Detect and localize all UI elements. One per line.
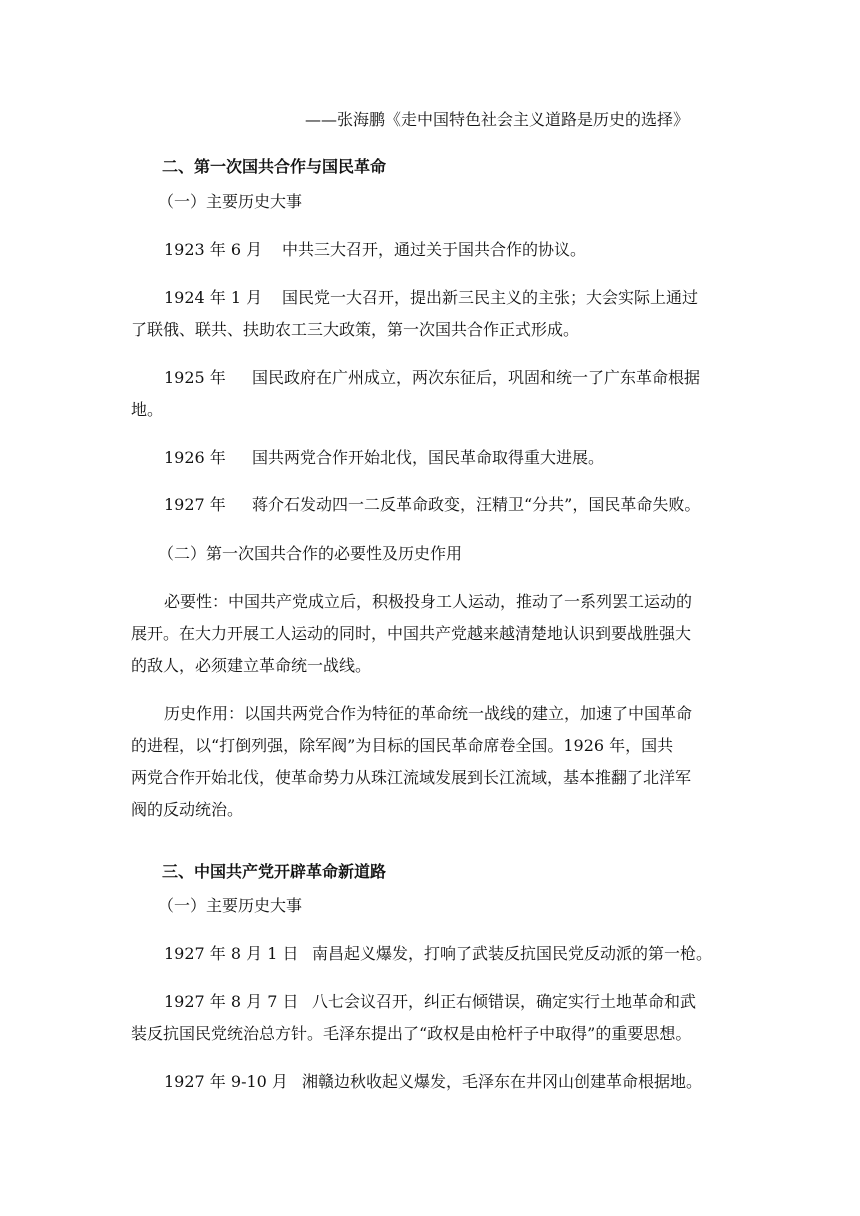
event-date: 1924 年 1 月	[164, 288, 263, 307]
quote-source: ——张海鹏《走中国特色社会主义道路是历史的选择》	[305, 110, 690, 129]
event-1927	[164, 493, 700, 517]
necessity-line-3: 的敌人，必须建立革命统一战线。	[131, 656, 372, 675]
role-line-4: 阀的反动统治。	[131, 800, 244, 819]
section-3-title: 三、中国共产党开辟革命新道路	[162, 862, 387, 881]
event-1924-cont: 了联俄、联共、扶助农工三大政策，第一次国共合作正式形成。	[131, 320, 580, 339]
event-1927-8-1	[164, 942, 712, 966]
event-1925-cont: 地。	[131, 400, 164, 419]
event-date: 1925 年	[164, 368, 226, 387]
role-line-2: 的进程，以“打倒列强，除军阀”为目标的国民革命席卷全国。1926 年，国共	[131, 736, 674, 755]
role-line-3: 两党合作开始北伐，使革命势力从珠江流域发展到长江流域，基本推翻了北洋军	[131, 768, 692, 787]
event-1927-8-7	[164, 990, 696, 1014]
event-text: 国共两党合作开始北伐，国民革命取得重大进展。	[252, 448, 605, 467]
section-3-subtitle-1: （一）主要历史大事	[158, 896, 303, 915]
event-1923	[164, 238, 586, 262]
event-1927-8-7-cont: 装反抗国民党统治总方针。毛泽东提出了“政权是由枪杆子中取得”的重要思想。	[131, 1024, 692, 1043]
section-2-subtitle-2: （二）第一次国共合作的必要性及历史作用	[158, 544, 463, 563]
event-date: 1927 年	[164, 495, 226, 514]
section-2-title: 二、第一次国共合作与国民革命	[162, 157, 387, 176]
event-1924	[164, 286, 731, 310]
event-text: 南昌起义爆发，打响了武装反抗国民党反动派的第一枪。	[312, 944, 713, 963]
event-1926	[164, 446, 604, 470]
event-1927-9-10	[164, 1070, 702, 1094]
necessity-line-1: 必要性：中国共产党成立后，积极投身工人运动，推动了一系列罢工运动的	[164, 592, 693, 611]
event-text: 湘赣边秋收起义爆发，毛泽东在井冈山创建革命根据地。	[302, 1072, 703, 1091]
event-date: 1927 年 8 月 1 日	[164, 944, 299, 963]
event-date: 1927 年 8 月 7 日	[164, 992, 299, 1011]
event-1925	[164, 366, 700, 390]
role-line-1: 历史作用：以国共两党合作为特征的革命统一战线的建立，加速了中国革命	[164, 704, 693, 723]
event-text: 蒋介石发动四一二反革命政变，汪精卫“分共”，国民革命失败。	[252, 495, 701, 514]
necessity-line-2: 展开。在大力开展工人运动的同时，中国共产党越来越清楚地认识到要战胜强大	[131, 624, 692, 643]
event-date: 1923 年 6 月	[164, 240, 263, 259]
event-date: 1927 年 9-10 月	[164, 1072, 288, 1091]
event-text: 中共三大召开，通过关于国共合作的协议。	[282, 240, 587, 259]
section-2-subtitle-1: （一）主要历史大事	[158, 192, 303, 211]
event-text: 八七会议召开，纠正右倾错误，确定实行土地革命和武	[312, 992, 697, 1011]
event-text: 国民党一大召开，提出新三民主义的主张；大会实际上通过	[282, 288, 699, 307]
event-text: 国民政府在广州成立，两次东征后，巩固和统一了广东革命根据	[252, 368, 701, 387]
event-date: 1926 年	[164, 448, 226, 467]
